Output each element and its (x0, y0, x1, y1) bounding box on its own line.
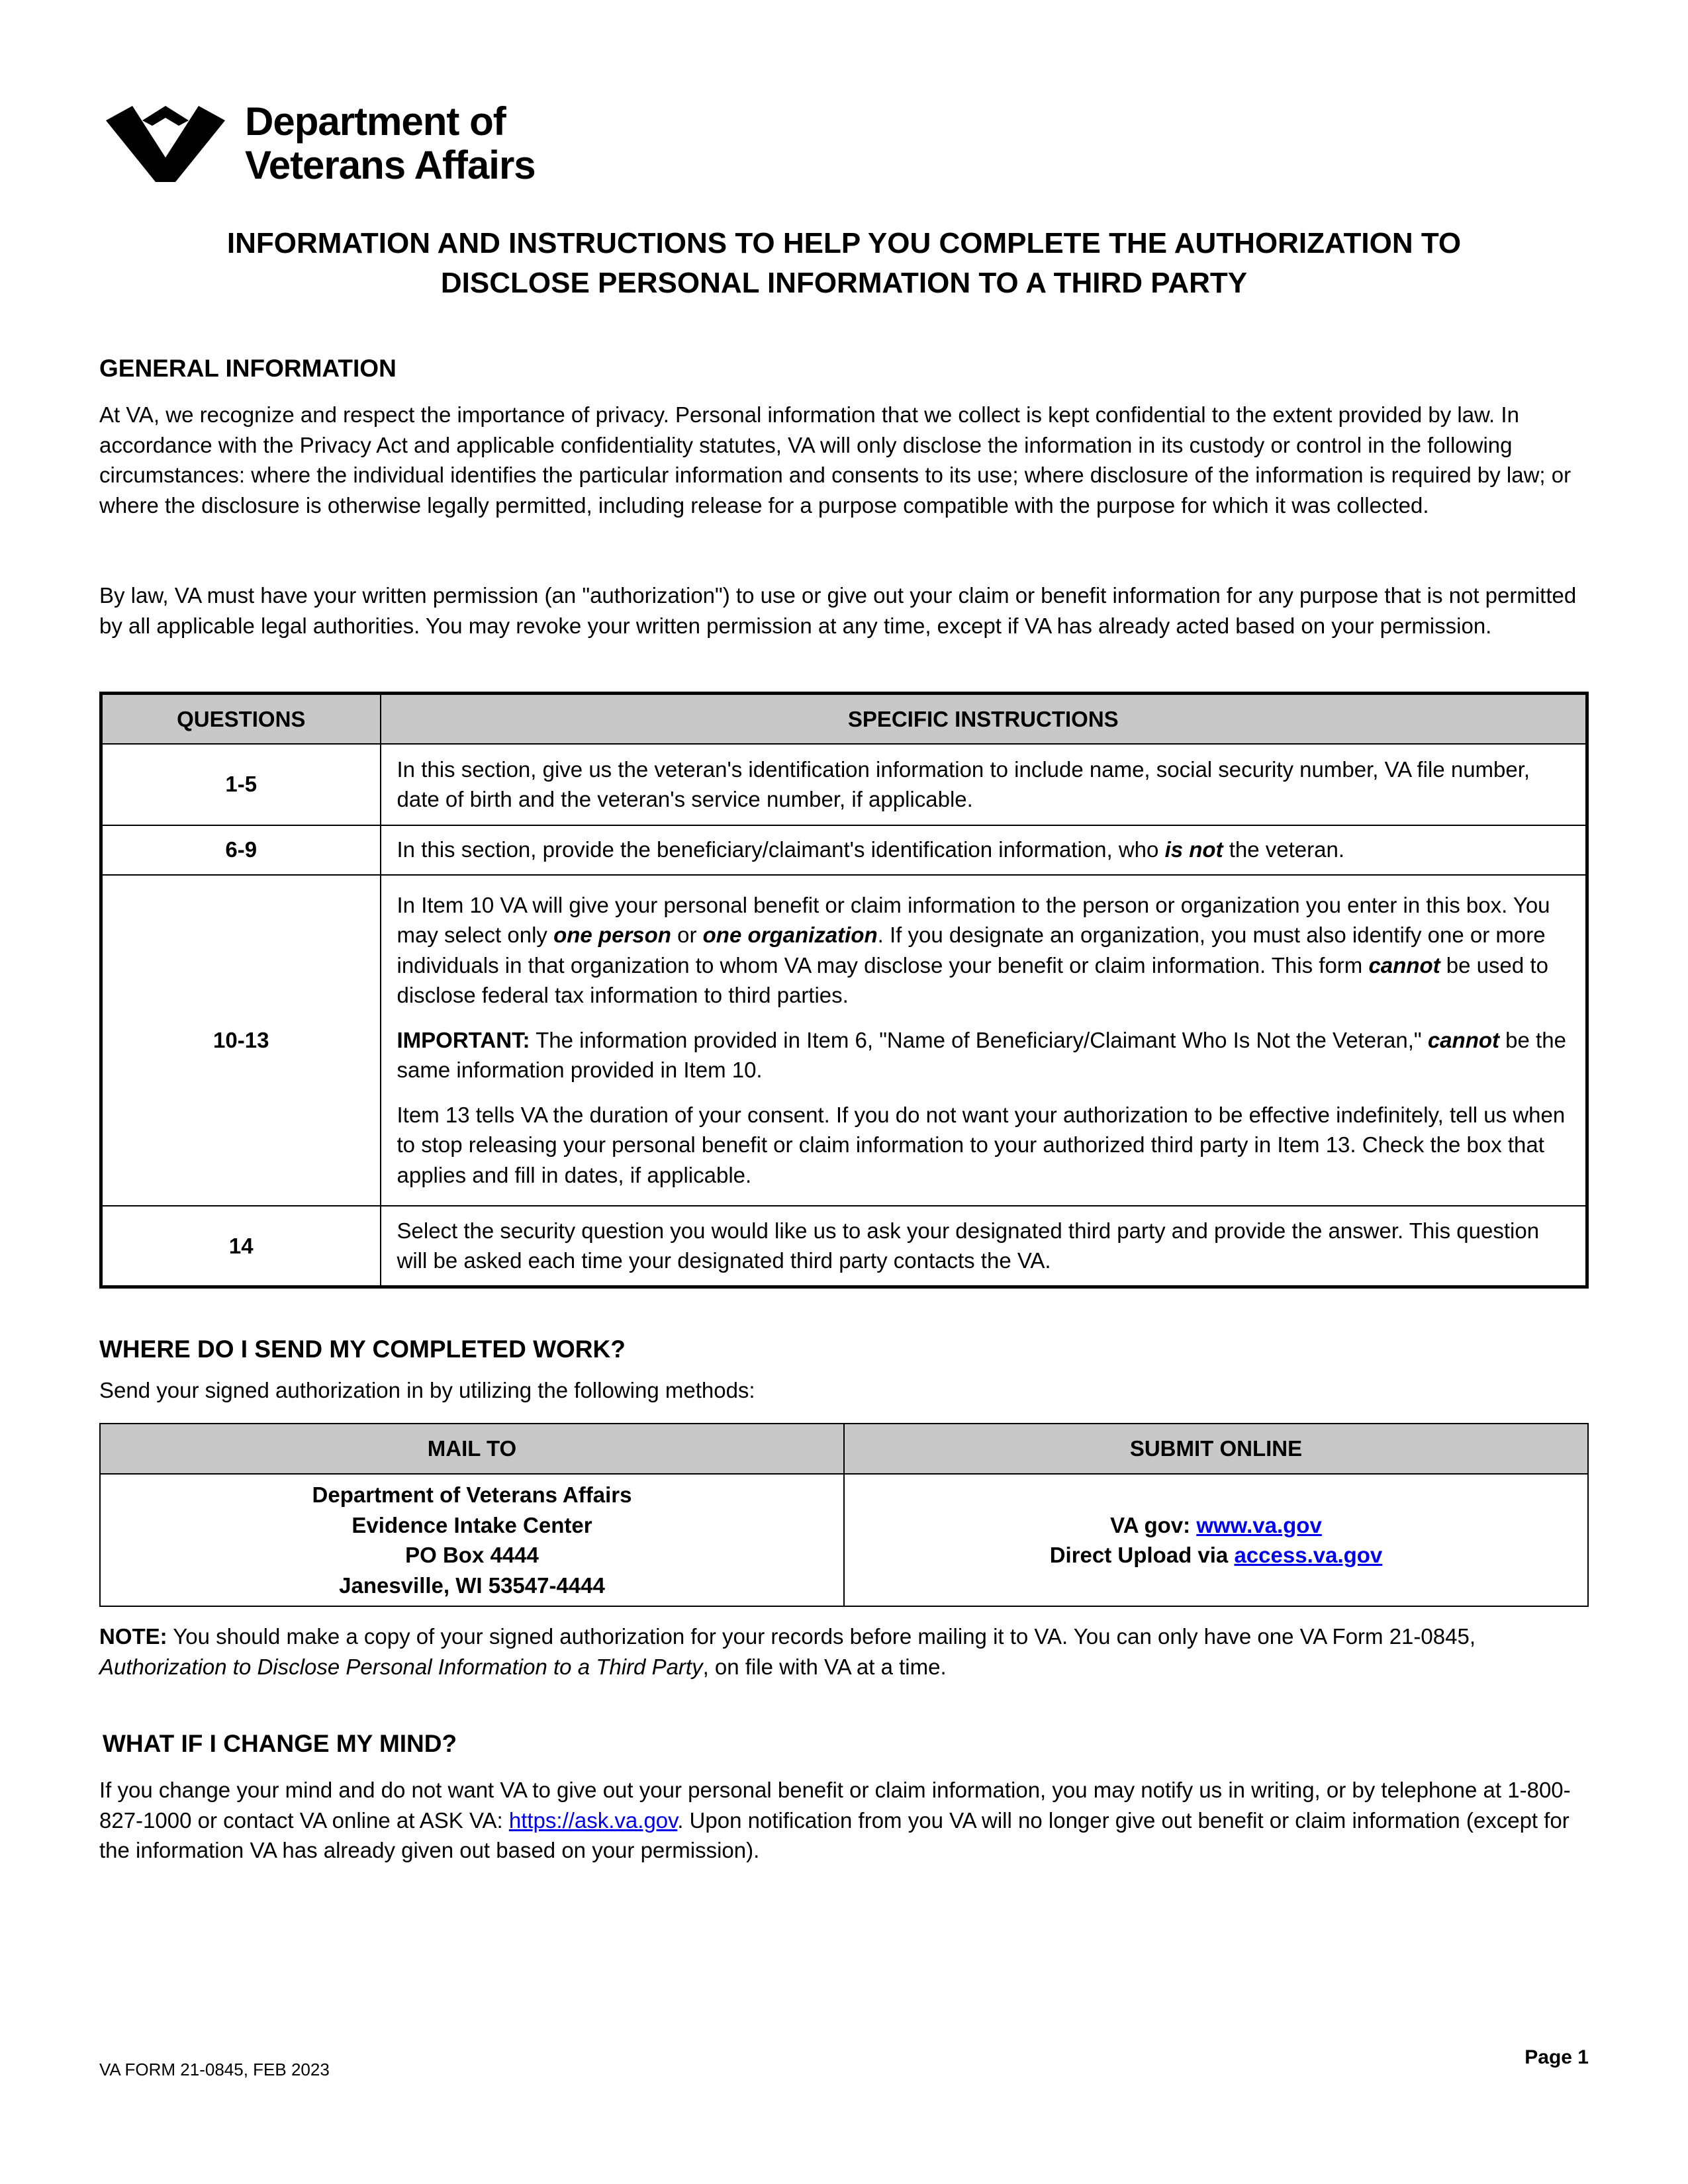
question-number: 6-9 (101, 825, 381, 875)
questions-header: QUESTIONS (101, 694, 381, 744)
question-number: 1-5 (101, 744, 381, 825)
question-number: 10-13 (101, 875, 381, 1206)
submit-online-header: SUBMIT ONLINE (844, 1424, 1588, 1474)
form-number: VA FORM 21-0845, FEB 2023 (99, 2060, 330, 2079)
instruction-text: Select the security question you would like us to ask your designated third party and provide the answer. This question will be asked each time your designated third party contacts the VA. (381, 1206, 1587, 1287)
question-number: 14 (101, 1206, 381, 1287)
ask-va-link[interactable]: https://ask.va.gov (508, 1807, 678, 1833)
logo-line-2: Veterans Affairs (245, 143, 536, 187)
title-line-1: INFORMATION AND INSTRUCTIONS TO HELP YOU COMPLETE THE AUTHORIZATION TO (226, 227, 1462, 259)
access-va-gov-link[interactable]: access.va.gov (1234, 1543, 1383, 1567)
title-line-2: DISCLOSE PERSONAL INFORMATION TO A THIRD PARTY (440, 267, 1248, 299)
change-paragraph: If you change your mind and do not want VA to give out your personal benefit or claim information, you may notify us in writing, or by telephone at 1-800-827-1000 or contact VA online at ASK VA: https://ask.va.gov. Upon notification from you VA will no longer give out benefit or claim information (except for the information VA has already given out based on your permission). (99, 1778, 1571, 1862)
va-seal-icon (106, 106, 225, 182)
online-options: VA gov: www.va.gov Direct Upload via access.va.gov (844, 1474, 1588, 1606)
table-row (101, 875, 1587, 1206)
va-logo (106, 99, 596, 192)
send-intro: Send your signed authorization in by utilizing the following methods: (99, 1378, 755, 1402)
note-paragraph: NOTE: You should make a copy of your signed authorization for your records before mailing it to VA. You can only have one VA Form 21-0845, Authorization to Disclose Personal Information to a Third Party, on file with VA at a time. (99, 1624, 1476, 1679)
instruction-text: In Item 10 VA will give your personal benefit or claim information to the person or organization you enter in this box. You may select only one person or one organization. If you designate an organization, you must also identify one or more individuals in that organization to whom VA may disclose your benefit or claim information. This form cannot be used to disclose federal tax information to third parties. IMPORTANT: The information provided in Item 6, "Name of Beneficiary/Claimant Who Is Not the Veteran," cannot be the same information provided in Item 10. Item 13 tells VA the duration of your consent. If you do not want your authorization to be effective indefinitely, tell us when to stop releasing your personal benefit or claim information to your authorized third party in Item 13. Check the box that applies and fill in dates, if applicable. (381, 875, 1587, 1206)
send-heading: WHERE DO I SEND MY COMPLETED WORK? (99, 1336, 626, 1363)
table-row (101, 744, 1587, 825)
mailing-address: Department of Veterans Affairs Evidence Intake Center PO Box 4444 Janesville, WI 53547-4444 (100, 1474, 844, 1606)
general-paragraph-2: By law, VA must have your written permission (an "authorization") to use or give out your claim or benefit information for any purpose that is not permitted by all applicable legal authorities. You may revoke your written permission at any time, except if VA has already acted based on your permission. (99, 583, 1577, 638)
send-table (99, 1423, 1589, 1607)
table-row (101, 825, 1587, 875)
instructions-table (99, 692, 1589, 1289)
mail-to-header: MAIL TO (100, 1424, 844, 1474)
logo-line-1: Department of (245, 99, 506, 144)
va-gov-link[interactable]: www.va.gov (1196, 1512, 1322, 1537)
table-row (101, 1206, 1587, 1287)
page-title (99, 224, 1589, 303)
instruction-text: In this section, give us the veteran's identification information to include name, social security number, VA file number, date of birth and the veteran's service number, if applicable. (381, 744, 1587, 825)
change-heading: WHAT IF I CHANGE MY MIND? (103, 1730, 457, 1757)
page-number: Page 1 (1524, 2046, 1589, 2068)
general-heading: GENERAL INFORMATION (99, 355, 397, 382)
general-paragraph-1: At VA, we recognize and respect the importance of privacy. Personal information that we collect is kept confidential to the extent provided by law. In accordance with the Privacy Act and applicable confidentiality statutes, VA will only disclose the information in its custody or control in the following circumstances: where the individual identifies the particular information and consents to its use; where disclosure of the information is required by law; or where the disclosure is otherwise legally permitted, including release for a purpose compatible with the purpose for which it was collected. (99, 402, 1571, 518)
instruction-text: In this section, provide the beneficiary/claimant's identification information, who is not the veteran. (381, 825, 1587, 875)
instructions-header: SPECIFIC INSTRUCTIONS (381, 694, 1587, 744)
